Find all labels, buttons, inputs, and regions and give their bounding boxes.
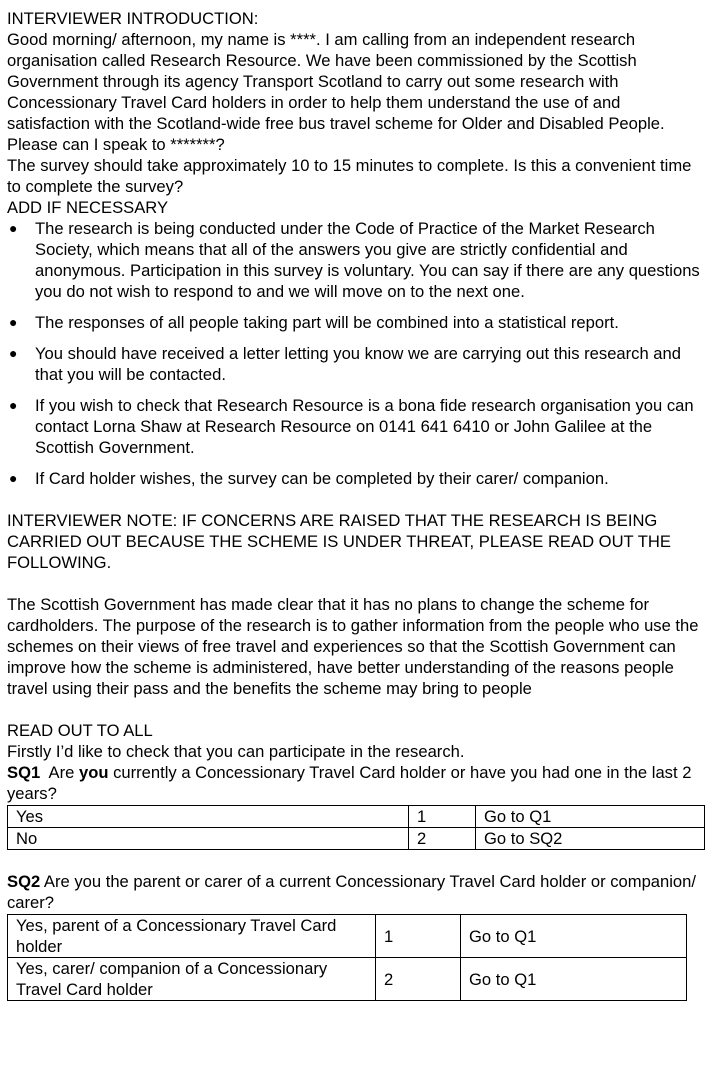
interviewer-note: INTERVIEWER NOTE: IF CONCERNS ARE RAISED THAT THE RESEARCH IS BEING CARRIED OUT BECAUSE THE SCHEME IS UNDER THREAT, PLEASE READ OUT THE FOLLOWING. bbox=[7, 511, 671, 572]
read-out-intro: Firstly I’d like to check that you can participate in the research. bbox=[7, 742, 465, 761]
information-bullet-list bbox=[7, 218, 707, 489]
answer-cell: No bbox=[8, 828, 409, 850]
answer-cell: Yes bbox=[8, 806, 409, 828]
code-cell: 1 bbox=[376, 915, 461, 958]
code-cell: 2 bbox=[376, 958, 461, 1001]
bullet-text: If you wish to check that Research Resource is a bona fide research organisation you can contact Lorna Shaw at Research Resource on 0141 641 6410 or John Galilee at the Scottish Government. bbox=[35, 396, 694, 457]
sq1-question-emphasis: you bbox=[78, 763, 109, 782]
sq2-code: SQ2 bbox=[7, 872, 41, 891]
bullet-text: If Card holder wishes, the survey can be completed by their carer/ companion. bbox=[35, 469, 609, 488]
answer-cell: Yes, carer/ companion of a Concessionary Travel Card holder bbox=[8, 958, 376, 1001]
add-if-necessary-heading: ADD IF NECESSARY bbox=[7, 198, 169, 217]
code-cell: 2 bbox=[409, 828, 476, 850]
bullet-text: The research is being conducted under the Code of Practice of the Market Research Society, which means that all of the answers you give are strictly confidential and anonymous. Participation in this survey is voluntary. You can say if there are any questions you do not wish to respond to and we will move on to the next one. bbox=[35, 219, 700, 301]
intro-heading: INTERVIEWER INTRODUCTION: bbox=[7, 9, 259, 28]
route-cell: Go to Q1 bbox=[476, 806, 705, 828]
sq1-question bbox=[7, 762, 707, 804]
route-cell: Go to Q1 bbox=[461, 915, 687, 958]
bullet-icon: ● bbox=[9, 220, 18, 236]
answer-cell: Yes, parent of a Concessionary Travel Card holder bbox=[8, 915, 376, 958]
table-row bbox=[8, 828, 705, 850]
bullet-text: You should have received a letter letting you know we are carrying out this research and that you will be contacted. bbox=[35, 344, 681, 384]
route-cell: Go to SQ2 bbox=[476, 828, 705, 850]
bullet-text: The responses of all people taking part will be combined into a statistical report. bbox=[35, 313, 619, 332]
sq2-question bbox=[7, 871, 707, 913]
intro-duration: The survey should take approximately 10 to 15 minutes to complete. Is this a convenient time to complete the survey? bbox=[7, 156, 692, 196]
table-row bbox=[8, 806, 705, 828]
read-out-heading: READ OUT TO ALL bbox=[7, 721, 153, 740]
list-item bbox=[7, 395, 707, 458]
table-row bbox=[8, 958, 687, 1001]
scheme-statement: The Scottish Government has made clear that it has no plans to change the scheme for cardholders. The purpose of the research is to gather information from the people who use the schemes on their views of free travel and experiences so that the Scottish Government can improve how the scheme is administered, have better understanding of the reasons people travel using their pass and the benefits the scheme may bring to people bbox=[7, 595, 699, 698]
sq1-answer-table bbox=[7, 805, 705, 850]
bullet-icon: ● bbox=[9, 397, 18, 413]
list-item bbox=[7, 312, 707, 333]
table-row bbox=[8, 915, 687, 958]
code-cell: 1 bbox=[409, 806, 476, 828]
route-cell: Go to Q1 bbox=[461, 958, 687, 1001]
list-item bbox=[7, 343, 707, 385]
bullet-icon: ● bbox=[9, 470, 18, 486]
bullet-icon: ● bbox=[9, 314, 18, 330]
sq1-question-text: currently a Concessionary Travel Card holder or have you had one in the last 2 years? bbox=[7, 763, 692, 803]
list-item bbox=[7, 218, 707, 302]
list-item bbox=[7, 468, 707, 489]
intro-greeting: Good morning/ afternoon, my name is ****. I am calling from an independent research organisation called Research Resource. We have been commissioned by the Scottish Government through its agency Transport Scotland to carry out some research with Concessionary Travel Card holders in order to help them understand the use of and satisfaction with the Scotland-wide free bus travel scheme for Older and Disabled People. Please can I speak to *******? bbox=[7, 30, 665, 154]
sq1-question-pre: Are bbox=[40, 763, 79, 782]
bullet-icon: ● bbox=[9, 345, 18, 361]
sq2-answer-table bbox=[7, 914, 687, 1001]
survey-page bbox=[7, 8, 707, 1001]
sq1-code: SQ1 bbox=[7, 763, 41, 782]
sq2-question-text: Are you the parent or carer of a current Concessionary Travel Card holder or companion/ carer? bbox=[7, 872, 697, 912]
